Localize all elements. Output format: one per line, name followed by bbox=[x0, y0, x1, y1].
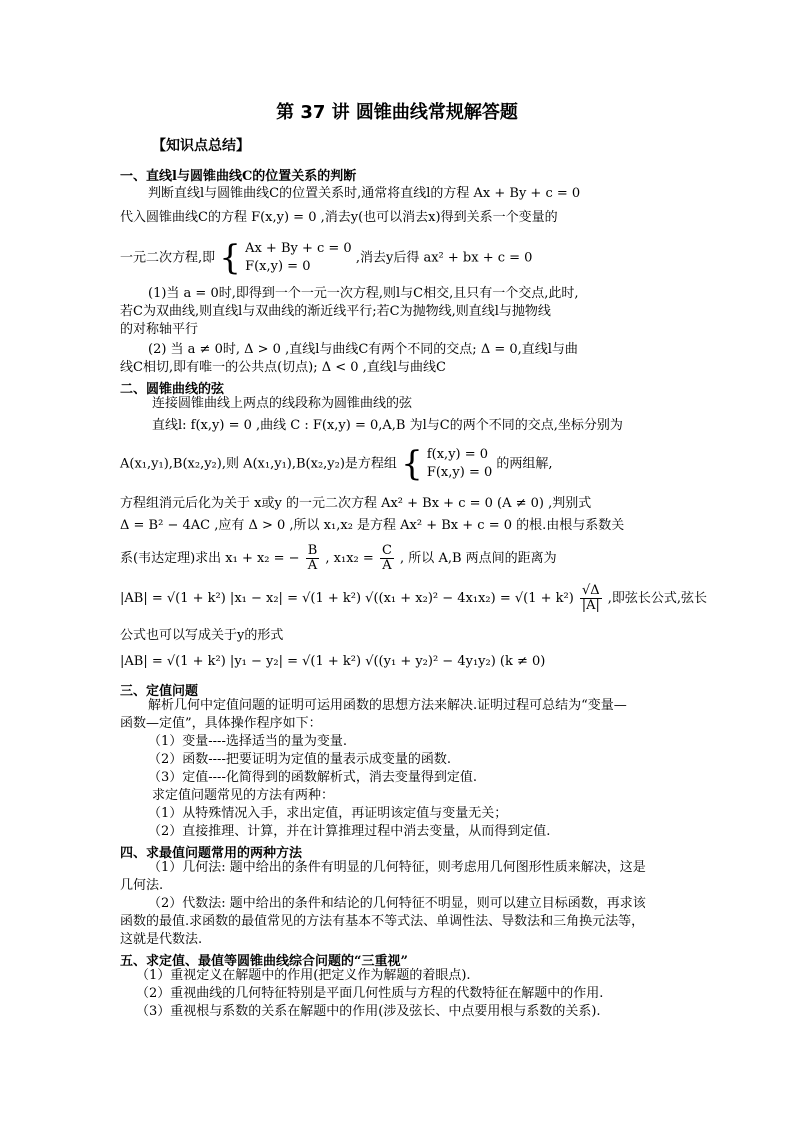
s5-item-3: （3）重视根与系数的关系在解题中的作用(涉及弦长、中点要用根与系数的关系). bbox=[136, 1004, 601, 1019]
s1-system-line bbox=[120, 240, 532, 276]
s1-case1-line3: 的对称轴平行 bbox=[120, 322, 199, 337]
page-title: 第 37 讲 圆锥曲线常规解答题 bbox=[276, 102, 518, 123]
s3-item-5: （2）直接推理、计算，并在计算推理过程中消去变量，从而得到定值. bbox=[148, 824, 551, 839]
s2-system-eq2: F(x,y) = 0 bbox=[426, 465, 493, 480]
fraction-denominator: |A| bbox=[581, 598, 600, 613]
s3-paragraph-3: 求定值问题常见的方法有两种： bbox=[152, 788, 335, 803]
s2-vieta-mid: , x₁x₂ = bbox=[325, 551, 374, 566]
summary-heading: 【知识点总结】 bbox=[152, 138, 250, 154]
s3-paragraph-2: 函数—定值”，具体操作程序如下： bbox=[120, 716, 322, 731]
s2-system-line bbox=[120, 446, 553, 482]
s4-algebraic-line2: 函数的最值.求函数的最值常见的方法有基本不等式法、单调性法、导数法和三角换元法等， bbox=[120, 914, 645, 929]
s1-paragraph-1: 判断直线l与圆锥曲线C的位置关系时,通常将直线l的方程 Ax + By + c = 0 bbox=[148, 186, 581, 201]
fraction-b-over-a bbox=[306, 544, 320, 573]
section-3-heading: 三、定值问题 bbox=[120, 684, 199, 699]
s1-system-eq1: Ax + By + c = 0 bbox=[245, 241, 352, 256]
s3-item-1: （1）变量----选择适当的量为变量. bbox=[148, 734, 347, 749]
s2-paragraph-1: 连接圆锥曲线上两点的线段称为圆锥曲线的弦 bbox=[152, 396, 413, 411]
s2-system-lead: A(x₁,y₁),B(x₂,y₂),则 A(x₁,y₁),B(x₂,y₂)是方程组 bbox=[120, 456, 397, 472]
s5-item-1: （1）重视定义在解题中的作用(把定义作为解题的着眼点). bbox=[136, 968, 471, 983]
s1-equation-system bbox=[245, 240, 352, 276]
s2-chord-formula-y: |AB| = √(1 + k²) |y₁ − y₂| = √(1 + k²) √((y₁ + y₂)² − 4y₁y₂) (k ≠ 0) bbox=[120, 654, 546, 669]
s1-paragraph-2: 代入圆锥曲线C的方程 F(x,y) = 0 ,消去y(也可以消去x)得到关系一个变量的 bbox=[120, 210, 558, 225]
s2-vieta-line bbox=[120, 544, 557, 573]
s1-case1-line1: (1)当 a = 0时,即得到一个一元一次方程,则l与C相交,且只有一个交点,此时, bbox=[148, 286, 579, 301]
fraction-numerator: B bbox=[307, 543, 318, 558]
s1-system-lead: 一元二次方程,即 bbox=[120, 250, 216, 266]
s2-paragraph-5: Δ = B² − 4AC ,应有 Δ > 0 ,所以 x₁,x₂ 是方程 Ax² + Bx + c = 0 的根.由根与系数关 bbox=[120, 518, 625, 533]
fraction-denominator: A bbox=[307, 558, 318, 573]
s2-vieta-lead: 系(韦达定理)求出 x₁ + x₂ = − bbox=[120, 551, 300, 566]
section-5-heading: 五、求定值、最值等圆锥曲线综合问题的“三重视” bbox=[120, 954, 408, 969]
s4-geometric-line2: 几何法. bbox=[120, 878, 164, 893]
section-1-heading: 一、直线l与圆锥曲线C的位置关系的判断 bbox=[120, 169, 357, 184]
s3-paragraph-1: 解析几何中定值问题的证明可运用函数的思想方法来解决.证明过程可总结为“变量— bbox=[148, 698, 627, 713]
s1-system-eq2: F(x,y) = 0 bbox=[245, 259, 311, 274]
s1-case2-line2: 线C相切,即有唯一的公共点(切点); Δ < 0 ,直线l与曲线C bbox=[120, 360, 446, 375]
s2-chord-formula-line bbox=[120, 584, 707, 613]
section-2-heading: 二、圆锥曲线的弦 bbox=[120, 382, 225, 397]
s4-algebraic-line3: 这就是代数法. bbox=[120, 932, 203, 947]
s5-item-2: （2）重视曲线的几何特征特别是平面几何性质与方程的代数特征在解题中的作用. bbox=[136, 986, 604, 1001]
left-brace-icon: { bbox=[401, 444, 423, 484]
section-4-heading: 四、求最值问题常用的两种方法 bbox=[120, 846, 303, 861]
s2-system-tail: 的两组解, bbox=[496, 456, 553, 472]
fraction-numerator: √Δ bbox=[581, 583, 600, 598]
s3-item-2: （2）函数----把要证明为定值的量表示成变量的函数. bbox=[148, 752, 451, 767]
s4-geometric-line1: （1）几何法: 题中给出的条件有明显的几何特征，则考虑用几何图形性质来解决，这是 bbox=[148, 860, 646, 875]
s2-paragraph-2: 直线l: f(x,y) = 0 ,曲线 C : F(x,y) = 0,A,B 为l与C的两个不同的交点,坐标分别为 bbox=[152, 418, 623, 433]
s2-paragraph-8: 公式也可以写成关于y的形式 bbox=[120, 628, 284, 643]
s2-chord-tail: ,即弦长公式,弦长 bbox=[607, 591, 708, 606]
fraction-denominator: A bbox=[382, 558, 392, 573]
s3-item-4: （1）从特殊情况入手，求出定值，再证明该定值与变量无关； bbox=[148, 806, 508, 821]
s1-system-tail: ,消去y后得 ax² + bx + c = 0 bbox=[355, 250, 533, 266]
fraction-numerator: C bbox=[381, 543, 392, 558]
left-brace-icon: { bbox=[219, 238, 241, 278]
s1-case1-line2: 若C为双曲线,则直线l与双曲线的渐近线平行;若C为抛物线,则直线l与抛物线 bbox=[120, 304, 551, 319]
fraction-sqrt-delta-over-a bbox=[580, 584, 602, 613]
s2-chord-formula: |AB| = √(1 + k²) |x₁ − x₂| = √(1 + k²) √((x₁ + x₂)² − 4x₁x₂) = √(1 + k²) bbox=[120, 591, 574, 606]
s2-paragraph-4: 方程组消元后化为关于 x或y 的一元二次方程 Ax² + Bx + c = 0 (A ≠ 0) ,判别式 bbox=[120, 496, 592, 511]
fraction-c-over-a bbox=[380, 544, 394, 573]
s4-algebraic-line1: （2）代数法: 题中给出的条件和结论的几何特征不明显，则可以建立目标函数，再求该 bbox=[148, 896, 646, 911]
s2-equation-system bbox=[427, 446, 492, 482]
s2-vieta-tail: , 所以 A,B 两点间的距离为 bbox=[400, 551, 557, 566]
s3-item-3: （3）定值----化简得到的函数解析式，消去变量得到定值. bbox=[148, 770, 477, 785]
s1-case2-line1: (2) 当 a ≠ 0时, Δ > 0 ,直线l与曲线C有两个不同的交点; Δ = 0,直线l与曲 bbox=[148, 342, 578, 357]
s2-system-eq1: f(x,y) = 0 bbox=[426, 447, 489, 462]
